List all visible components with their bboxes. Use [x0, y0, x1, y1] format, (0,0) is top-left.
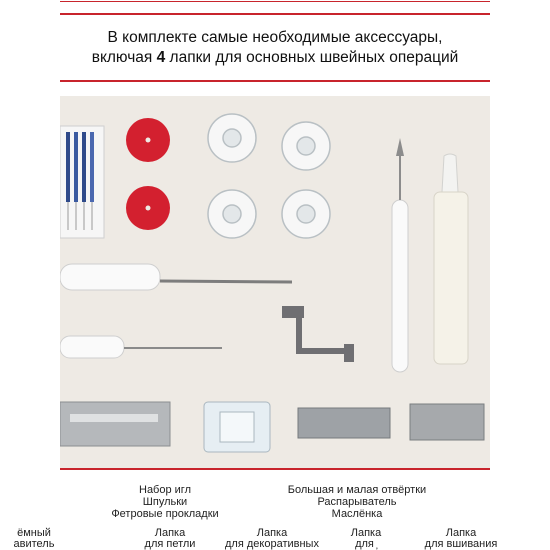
headline-line-2: включая 4 лапки для основных швейных операций: [91, 49, 459, 66]
caption-screwdrivers: Большая и малая отвёртки: [287, 484, 427, 496]
accessories-photo: [60, 96, 490, 468]
captions-left: [90, 484, 240, 520]
label-foot-buttonhole: Лапка для петли: [144, 527, 196, 550]
feet-count: 4: [156, 49, 166, 66]
seam-ripper-image: [392, 138, 408, 372]
needle-set-image: [60, 126, 104, 238]
caption-felt-pads: Фетровые прокладки: [111, 508, 219, 520]
label-foot-decorative: Лапка для декоративных: [225, 527, 319, 550]
headline-line-1: В комплекте самые необходимые аксессуары,: [107, 29, 443, 46]
bobbins-image: [208, 114, 330, 238]
label-foot-zipper: Лапка для вшивания: [424, 527, 498, 550]
top-divider-thin: [60, 1, 490, 2]
caption-bobbins: Шпульки: [142, 496, 188, 508]
caption-oiler: Маслёнка: [331, 508, 383, 520]
captions-right: [272, 484, 442, 520]
presser-foot-labels: [0, 528, 550, 550]
bracket-image: [282, 306, 354, 362]
accessories-illustration: [60, 96, 490, 468]
headline-divider: [60, 80, 490, 82]
oiler-image: [434, 154, 468, 364]
label-foot-1: ёмный авитель: [13, 527, 55, 550]
caption-seam-ripper: Распарыватель: [317, 496, 397, 508]
top-divider: [60, 13, 490, 15]
felt-pads-image: [126, 118, 170, 230]
label-foot-4: Лапка для ̦: [350, 527, 382, 550]
headline: [0, 28, 550, 68]
screwdrivers-image: [60, 264, 292, 358]
presser-feet-image: [60, 402, 484, 452]
photo-divider: [60, 468, 490, 470]
caption-needle-set: Набор игл: [139, 484, 191, 496]
